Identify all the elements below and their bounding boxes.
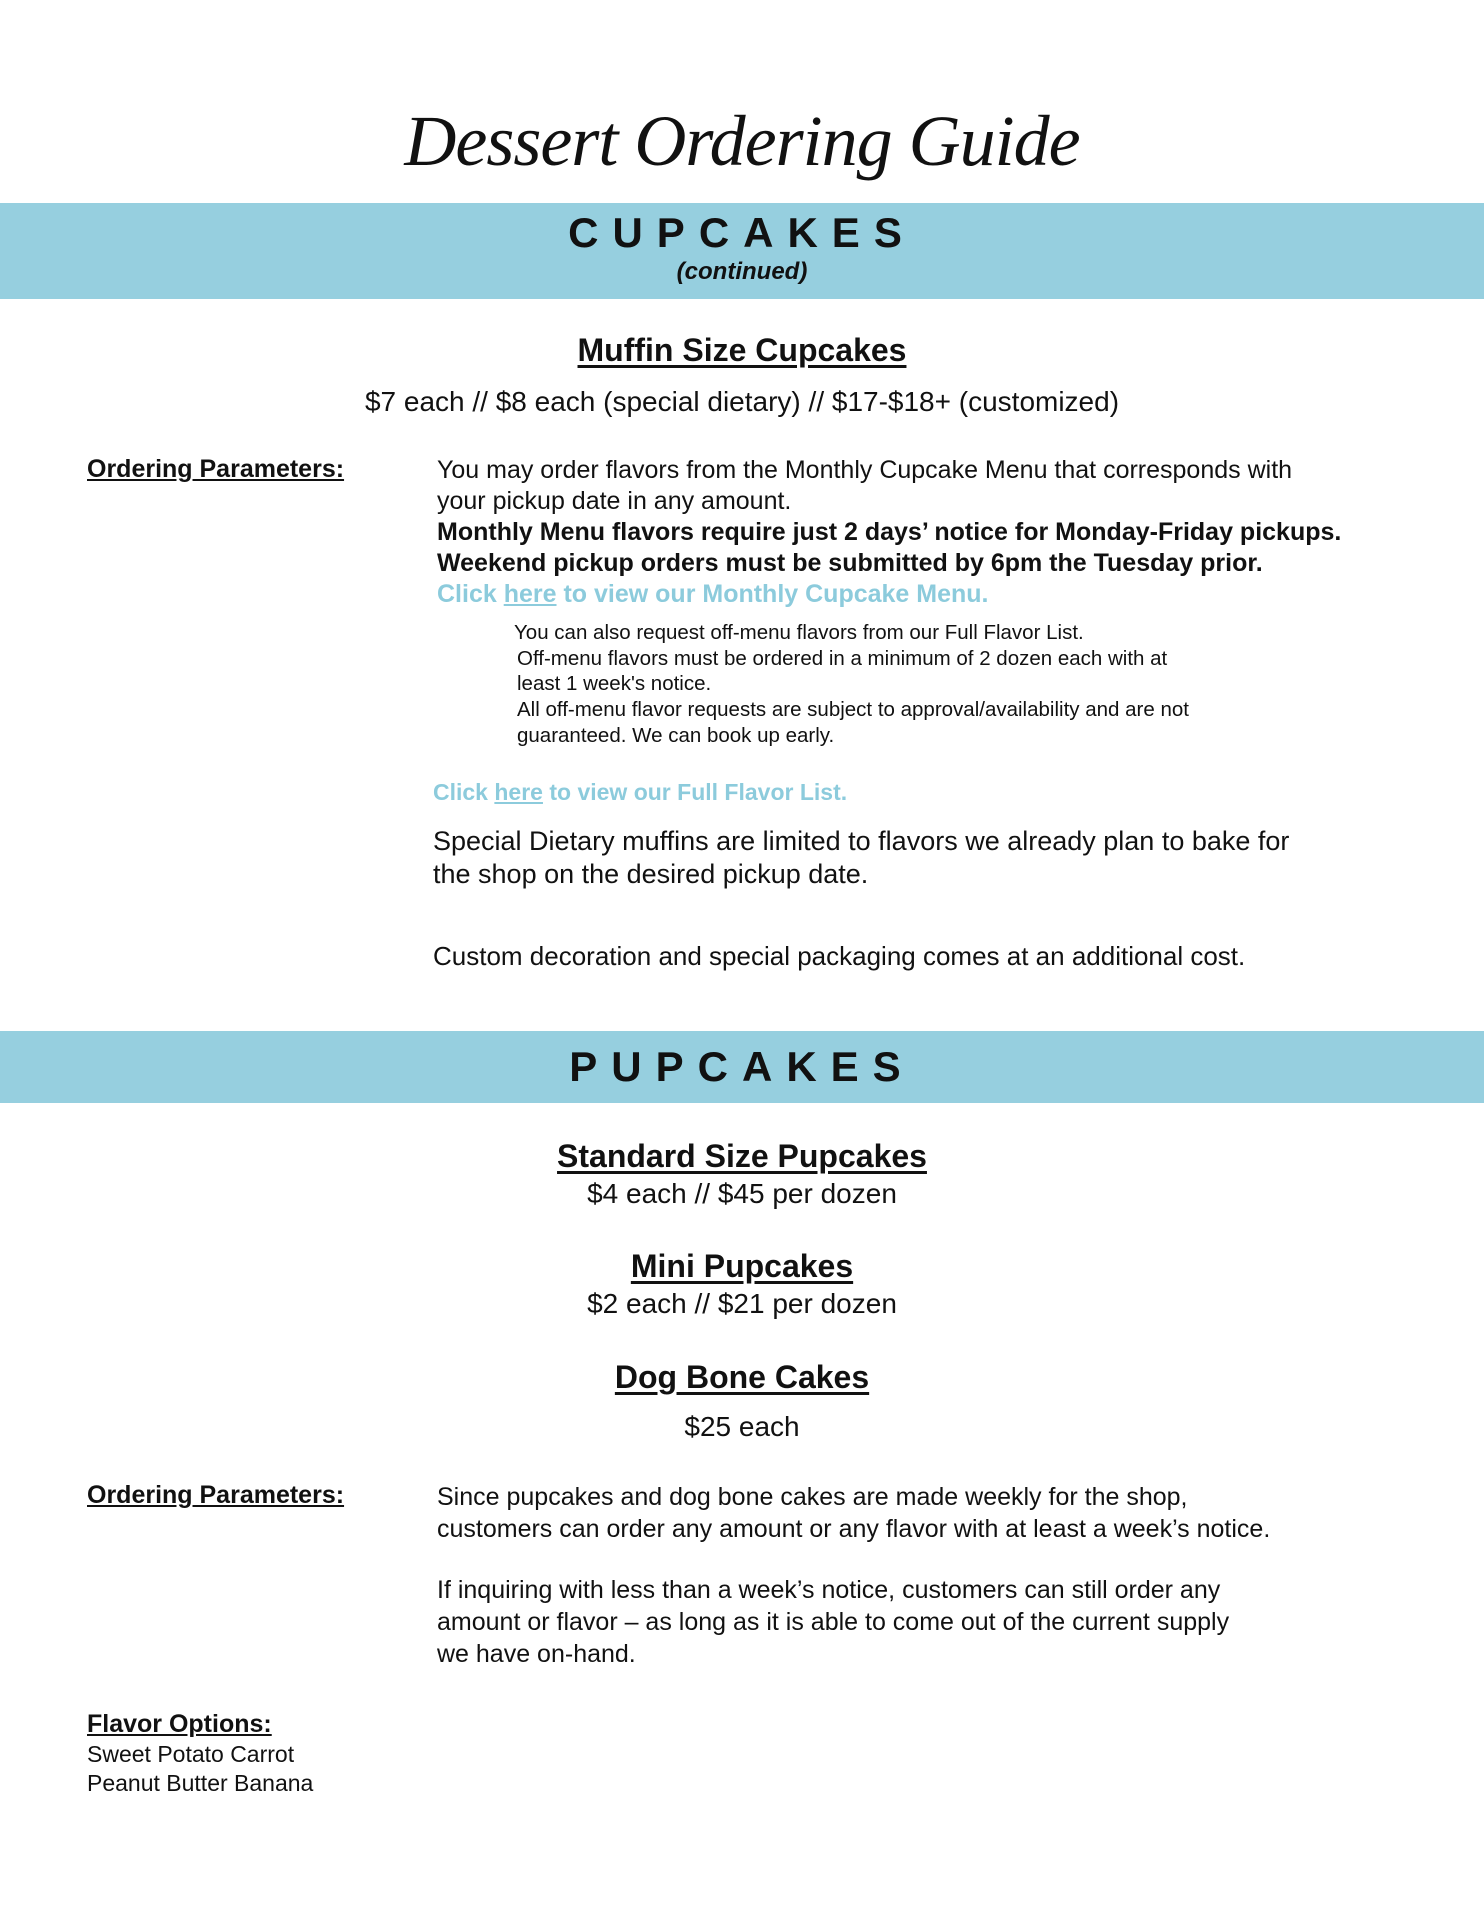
pupcake-ordering-text [437,1481,1407,1670]
text-line: Weekend pickup orders must be submitted by 6pm the Tuesday prior. [437,549,1263,577]
full-flavor-here-link[interactable]: here [494,779,543,805]
ordering-parameters-label: Ordering Parameters: [87,1481,345,1509]
text-line: You may order flavors from the Monthly Cupcake Menu that corresponds with [437,456,1293,484]
product-price: $2 each // $21 per dozen [587,1288,897,1319]
cupcakes-subheading: (continued) [676,258,808,285]
link-text: Click [437,580,504,608]
text-line: amount or flavor – as long as it is able to come out of the current supply [437,1608,1230,1636]
cupcakes-banner [0,203,1484,299]
text-line: Off-menu flavors must be ordered in a minimum of 2 dozen each with at [517,646,1168,670]
page-title: Dessert Ordering Guide [404,101,1080,181]
cupcakes-heading: CUPCAKES [568,209,916,256]
special-dietary-text [433,825,1413,891]
product-price: $4 each // $45 per dozen [587,1178,897,1209]
text-line: All off-menu flavor requests are subject to approval/availability and are not [517,698,1189,722]
link-text: Click [433,779,495,805]
text-line: your pickup date in any amount. [437,487,792,515]
text-line: Since pupcakes and dog bone cakes are made weekly for the shop, [437,1483,1188,1511]
cupcake-ordering-text [437,455,1407,610]
text-line: customers can order any amount or any flavor with at least a week’s notice. [437,1515,1271,1543]
text-line: guaranteed. We can book up early. [517,723,835,747]
product-price: $25 each [684,1411,800,1442]
product-title: Standard Size Pupcakes [557,1138,927,1174]
link-text: to view our Monthly Cupcake Menu. [556,580,989,608]
full-flavor-link[interactable] [433,779,847,806]
text-line: least 1 week's notice. [517,672,712,696]
pupcakes-banner [0,1031,1484,1103]
product-title: Mini Pupcakes [630,1248,854,1284]
pupcakes-heading: PUPCAKES [569,1043,915,1090]
flavor-options-label: Flavor Options: [87,1710,272,1738]
monthly-menu-link[interactable] [437,579,1407,610]
product-title: Dog Bone Cakes [614,1359,870,1395]
custom-text: Custom decoration and special packaging comes at an additional cost. [433,941,1246,971]
flavor-options-list [87,1740,313,1798]
muffin-price: $7 each // $8 each (special dietary) // $17-$18+ (customized) [364,386,1120,417]
text-line: we have on-hand. [437,1640,636,1668]
ordering-parameters-label: Ordering Parameters: [87,455,345,483]
text-line: If inquiring with less than a week’s notice, customers can still order any [437,1576,1221,1604]
text-line: the shop on the desired pickup date. [433,859,869,889]
text-line: You can also request off-menu flavors from our Full Flavor List. [514,621,1084,644]
text-line: Monthly Menu flavors require just 2 days’ notice for Monday-Friday pickups. [437,518,1342,546]
muffin-title: Muffin Size Cupcakes [577,332,907,368]
flavor-item: Peanut Butter Banana [87,1770,314,1796]
off-menu-text [514,620,1337,749]
text-line: Special Dietary muffins are limited to flavors we already plan to bake for [433,826,1290,856]
flavor-item: Sweet Potato Carrot [87,1741,295,1767]
monthly-menu-here-link[interactable]: here [503,580,557,608]
link-text: to view our Full Flavor List. [542,779,848,805]
